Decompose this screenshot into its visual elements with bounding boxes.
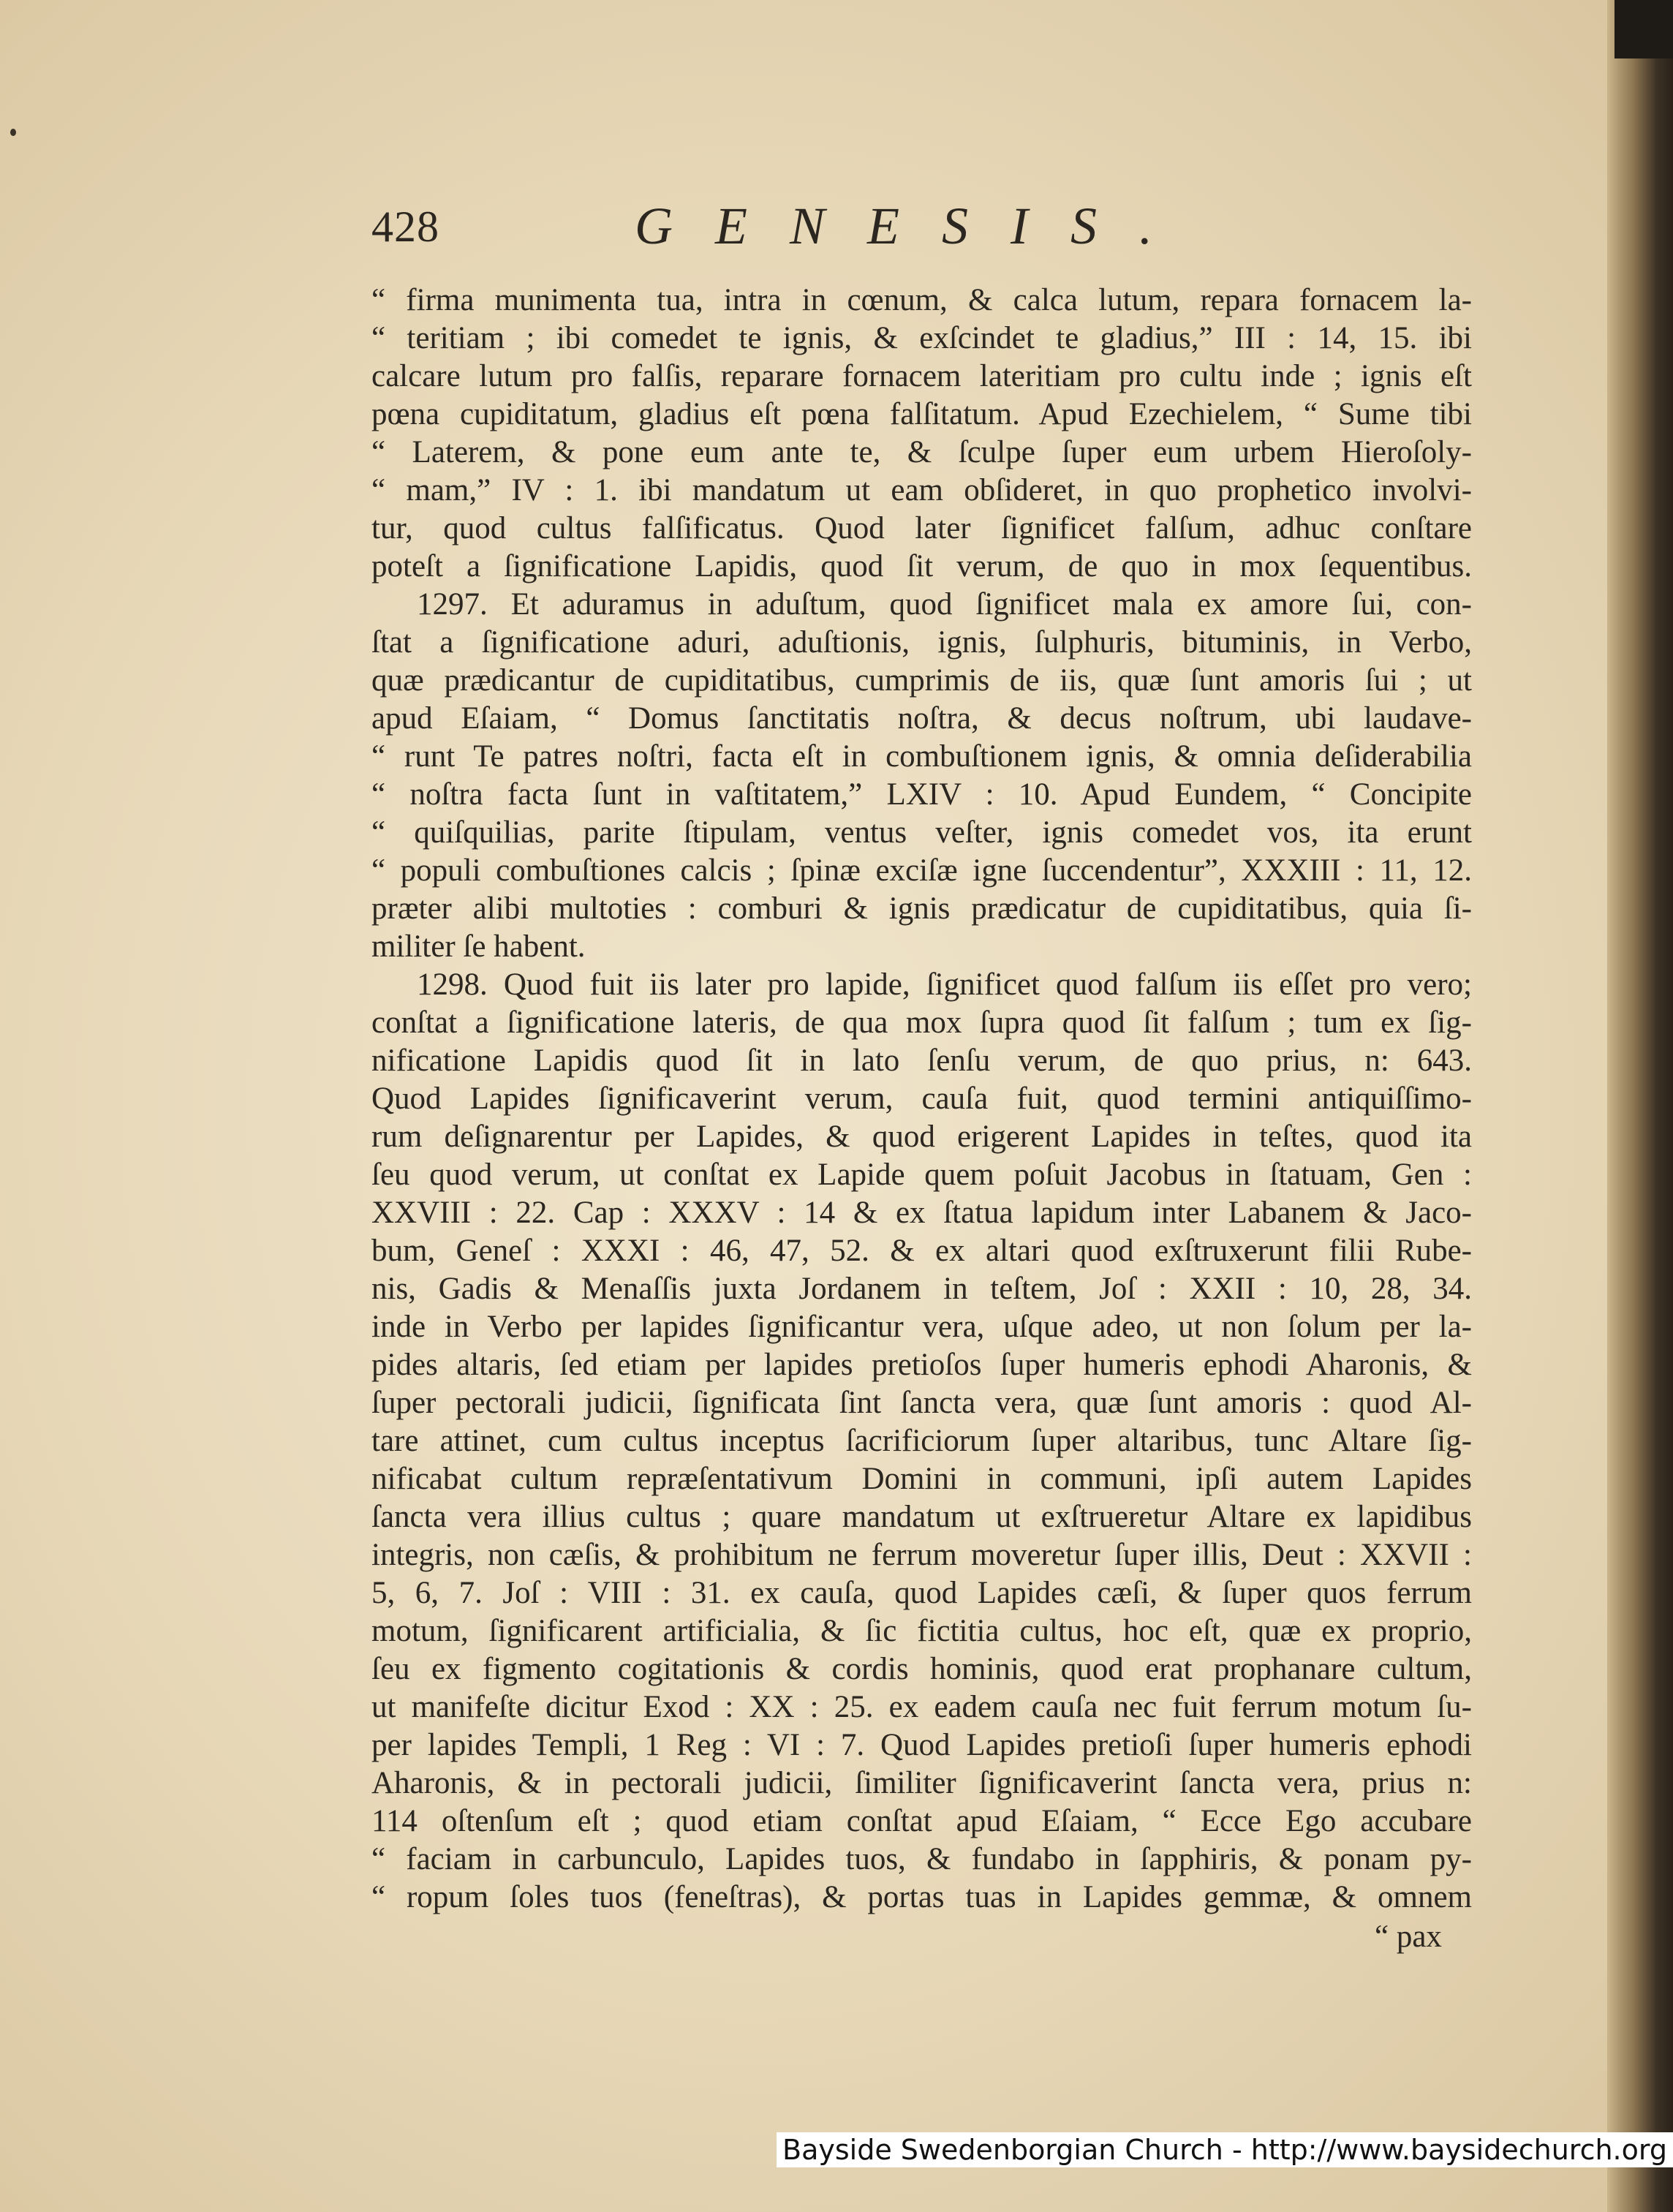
text-line: 5, 6, 7. Joſ : VIII : 31. ex cauſa, quod Lapides cæſi, & ſuper quos ferrum (371, 1576, 1472, 1610)
text-line: præter alibi multoties : comburi & ignis prædicatur de cupiditatibus, quia ſi- (371, 891, 1472, 926)
text-line: militer ſe habent. (371, 929, 586, 964)
text-line: nis, Gadis & Menaſſis juxta Jordanem in teſtem, Joſ : XXII : 10, 28, 34. (371, 1272, 1472, 1306)
text-line: conſtat a ſignificatione lateris, de qua mox ſupra quod ſit falſum ; tum ex ſig- (371, 1005, 1472, 1040)
text-line: poteſt a ſignificatione Lapidis, quod ſit verum, de quo in mox ſequentibus. (371, 549, 1472, 584)
text-line: nificatione Lapidis quod ſit in lato ſenſu verum, de quo prius, n: 643. (371, 1043, 1472, 1078)
text-line: “ Laterem, & pone eum ante te, & ſculpe ſuper eum urbem Hieroſoly- (371, 435, 1472, 469)
catchword: “ pax (1375, 1920, 1442, 1954)
text-line: 114 oſtenſum eſt ; quod etiam conſtat apud Eſaiam, “ Ecce Ego accubare (371, 1804, 1472, 1838)
paper-speck (10, 129, 16, 136)
text-line: “ runt Te patres noſtri, facta eſt in combuſtionem ignis, & omnia deſiderabilia (371, 739, 1472, 774)
text-line: calcare lutum pro falſis, reparare fornacem lateritiam pro cultu inde ; ignis eſt (371, 359, 1472, 393)
text-line: bum, Geneſ : XXXI : 46, 47, 52. & ex altari quod exſtruxerunt filii Rube- (371, 1234, 1472, 1268)
scan-corner (1615, 0, 1673, 58)
text-line: per lapides Templi, 1 Reg : VI : 7. Quod Lapides pretioſi ſuper humeris ephodi (371, 1728, 1472, 1762)
text-line: “ firma munimenta tua, intra in cœnum, & calca lutum, repara fornacem la- (371, 283, 1472, 317)
text-line: ſeu ex figmento cogitationis & cordis hominis, quod erat prophanare cultum, (371, 1652, 1472, 1686)
text-line: apud Eſaiam, “ Domus ſanctitatis noſtra, & decus noſtrum, ubi laudave- (371, 701, 1472, 736)
text-line: inde in Verbo per lapides ſignificantur vera, uſque adeo, ut non ſolum per la- (371, 1310, 1472, 1344)
text-line: quæ prædicantur de cupiditatibus, cumprimis de iis, quæ ſunt amoris ſui ; ut (371, 663, 1472, 698)
text-line: ſuper pectorali judicii, ſignificata ſint ſancta vera, quæ ſunt amoris : quod Al- (371, 1386, 1472, 1420)
text-line: tur, quod cultus falſificatus. Quod later ſignificet falſum, adhuc conſtare (371, 511, 1472, 546)
running-head (371, 196, 1468, 269)
paragraph-1297-start: 1297. Et aduramus in aduſtum, quod ſignificet mala ex amore ſui, con- (417, 587, 1472, 622)
text-line: “ teritiam ; ibi comedet te ignis, & exſcindet te gladius,” III : 14, 15. ibi (371, 321, 1472, 355)
text-line: “ noſtra facta ſunt in vaſtitatem,” LXIV : 10. Apud Eundem, “ Concipite (371, 777, 1472, 812)
text-line: ſtat a ſignificatione aduri, aduſtionis, ignis, ſulphuris, bituminis, in Verbo, (371, 625, 1472, 660)
binding-gutter (1607, 0, 1673, 2212)
text-line: “ quiſquilias, parite ſtipulam, ventus veſter, ignis comedet vos, ita erunt (371, 815, 1472, 850)
text-line: nificabat cultum repræſentativum Domini in communi, ipſi autem Lapides (371, 1462, 1472, 1496)
text-line: “ mam,” IV : 1. ibi mandatum ut eam obſideret, in quo prophetico involvi- (371, 473, 1472, 507)
text-line: tare attinet, cum cultus inceptus ſacrificiorum ſuper altaribus, tunc Altare ſig- (371, 1424, 1472, 1458)
paragraph-1298-start: 1298. Quod fuit iis later pro lapide, ſignificet quod falſum iis eſſet pro vero; (417, 967, 1472, 1002)
text-line: integris, non cæſis, & prohibitum ne ferrum moveretur ſuper illis, Deut : XXVII : (371, 1538, 1472, 1572)
text-line: “ populi combuſtiones calcis ; ſpinæ exciſæ igne ſuccendentur”, XXXIII : 11, 12. (371, 853, 1472, 888)
text-line: “ faciam in carbunculo, Lapides tuos, & fundabo in ſapphiris, & ponam py- (371, 1842, 1472, 1876)
text-line: pides altaris, ſed etiam per lapides pretioſos ſuper humeris ephodi Aharonis, & (371, 1348, 1472, 1382)
text-line: XXVIII : 22. Cap : XXXV : 14 & ex ſtatua lapidum inter Labanem & Jaco- (371, 1196, 1472, 1230)
watermark-credit: Bayside Swedenborgian Church - http://www.baysidechurch.org (777, 2132, 1673, 2167)
text-line: Quod Lapides ſignificaverint verum, cauſa fuit, quod termini antiquiſſimo- (371, 1082, 1472, 1116)
text-line: ſeu quod verum, ut conſtat ex Lapide quem poſuit Jacobus in ſtatuam, Gen : (371, 1158, 1472, 1192)
text-line: Aharonis, & in pectorali judicii, ſimiliter ſignificaverint ſancta vera, prius n: (371, 1766, 1472, 1800)
book-title: GENESIS. (635, 197, 1195, 255)
text-line: pœna cupiditatum, gladius eſt pœna falſitatum. Apud Ezechielem, “ Sume tibi (371, 397, 1472, 431)
text-line: rum deſignarentur per Lapides, & quod erigerent Lapides in teſtes, quod ita (371, 1120, 1472, 1154)
page-number: 428 (371, 203, 439, 251)
text-block (371, 281, 1472, 1914)
text-line: ut manifeſte dicitur Exod : XX : 25. ex eadem cauſa nec fuit ferrum motum ſu- (371, 1690, 1472, 1724)
text-line: motum, ſignificarent artificialia, & ſic fictitia cultus, hoc eſt, quæ ex proprio, (371, 1614, 1472, 1648)
text-line: “ ropum ſoles tuos (feneſtras), & portas tuas in Lapides gemmæ, & omnem (371, 1880, 1472, 1914)
text-line: ſancta vera illius cultus ; quare mandatum ut exſtrueretur Altare ex lapidibus (371, 1500, 1472, 1534)
